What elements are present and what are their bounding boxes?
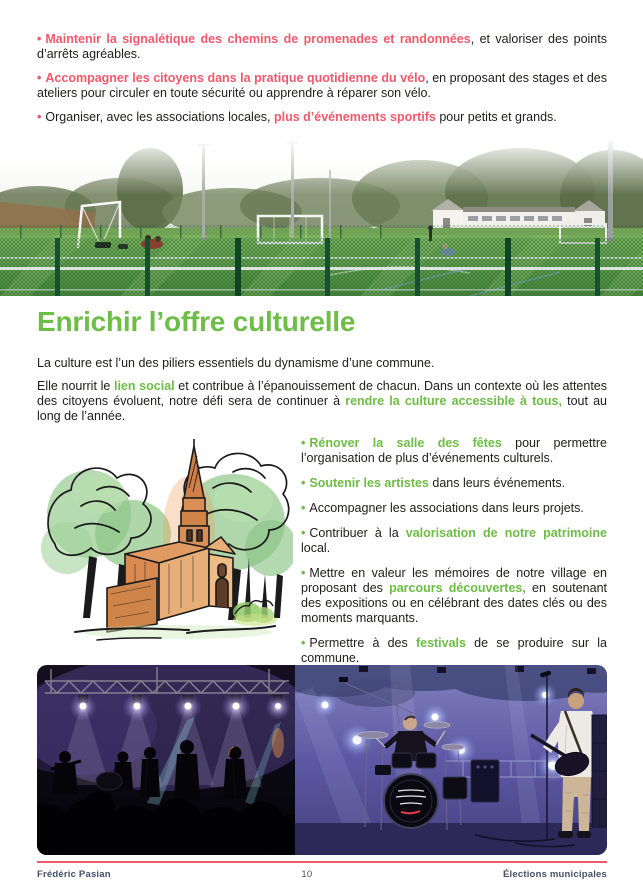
culture-columns	[37, 436, 607, 676]
plain-text: pour petits et grands.	[435, 110, 557, 124]
bullet-icon: •	[301, 636, 306, 650]
plain-text: en soutenant des expositions ou en célébrant des dates clés ou des moments marquants.	[301, 581, 607, 625]
bullet-item	[301, 436, 607, 466]
footer-election-label: Élections municipales	[503, 869, 607, 880]
highlighted-text: Maintenir la signalétique des chemins de promenades et randonnées	[45, 32, 471, 46]
highlighted-text: Rénover la salle des fêtes	[309, 436, 502, 450]
plain-text: pour permettre l’organisation de plus d’événements culturels.	[301, 436, 607, 465]
bullet-text	[45, 110, 556, 124]
concert-stage-photo	[37, 665, 295, 855]
highlighted-text: Accompagner les citoyens dans la pratique quotidienne du vélo	[45, 71, 426, 85]
plain-text: de se produire sur la commune.	[301, 636, 607, 665]
bullet-item	[301, 566, 607, 626]
bullet-text	[309, 476, 565, 490]
concert-photos	[37, 665, 607, 855]
culture-intro	[37, 356, 607, 432]
bullet-text	[301, 636, 607, 665]
bullet-icon: •	[301, 566, 306, 580]
intro-paragraph	[37, 379, 607, 424]
bullet-icon: •	[301, 501, 306, 515]
bullet-item	[301, 636, 607, 666]
foreground-fence	[0, 238, 643, 296]
bass-drum	[384, 774, 438, 828]
intro-paragraph	[37, 356, 607, 371]
bullet-icon: •	[301, 476, 306, 490]
sports-field-art	[0, 140, 643, 296]
ground-sketch	[75, 625, 275, 640]
plain-text: et contribue à l’épanouissement de chacun. Dans un contexte où les attentes des citoyens évoluent, notre défi sera de continuer à	[37, 379, 607, 408]
bullet-text	[309, 501, 583, 515]
highlighted-text: Soutenir les artistes	[309, 476, 429, 490]
bullet-icon: •	[301, 436, 306, 450]
bullet-text	[37, 32, 607, 61]
plain-text: dans leurs événements.	[428, 476, 566, 490]
bullet-item	[301, 501, 607, 516]
haze	[0, 140, 643, 195]
plain-text: Mettre en valeur les mémoires de notre village en proposant des	[301, 566, 607, 595]
footer-divider	[37, 861, 607, 863]
bullet-text	[301, 436, 607, 465]
highlighted-text: plus d’événements sportifs	[273, 110, 436, 124]
highlighted-text: festivals	[415, 636, 466, 650]
highlighted-text: rendre la culture accessible à tous,	[345, 394, 562, 408]
bullet-item	[301, 476, 607, 491]
bushes	[233, 601, 277, 626]
bullet-text	[301, 526, 607, 555]
culture-bullet-list	[293, 436, 607, 676]
plain-text: local.	[301, 541, 331, 555]
plain-text: Elle nourrit le	[37, 379, 114, 393]
plain-text: Permettre à des	[309, 636, 416, 650]
bullet-item	[37, 32, 607, 62]
plain-text: Organiser, avec les associations locales,	[45, 110, 274, 124]
plain-text: , en proposant des stages et des ateliers pour circuler en toute sécurité ou apprendre à réparer son vélo.	[37, 71, 607, 100]
plain-text: , et valoriser des points d’arrêts agréables.	[37, 32, 607, 61]
highlighted-text: lien social	[113, 379, 175, 393]
bullet-icon: •	[37, 32, 42, 46]
page-number: 10	[301, 869, 313, 880]
plain-text: tout au long de l’année.	[37, 394, 607, 423]
bullet-item	[37, 71, 607, 101]
highlighted-text: parcours découvertes,	[389, 581, 526, 595]
church-sketch-art	[37, 436, 293, 654]
highlighted-text: valorisation de notre patrimoine	[405, 526, 607, 540]
bullet-item	[301, 526, 607, 556]
page-footer	[37, 869, 607, 880]
footer-author: Frédéric Pasian	[37, 869, 111, 880]
bullet-text	[37, 71, 607, 100]
bullet-icon: •	[37, 110, 42, 124]
concert-drummer-photo	[295, 665, 607, 855]
stage-floor	[295, 823, 607, 855]
sports-field-photo	[0, 140, 643, 296]
bullet-icon: •	[301, 526, 306, 540]
sport-section	[37, 32, 607, 134]
plain-text: La culture est l’un des piliers essentiels du dynamisme d’une commune.	[37, 356, 435, 370]
plain-text: Accompagner les associations dans leurs projets.	[309, 501, 584, 515]
bullet-text	[301, 566, 607, 625]
plain-text: Contribuer à la	[309, 526, 406, 540]
bullet-item	[37, 110, 607, 125]
culture-heading: Enrichir l’offre culturelle	[37, 306, 356, 337]
church-illustration	[37, 436, 293, 676]
bullet-icon: •	[37, 71, 42, 85]
